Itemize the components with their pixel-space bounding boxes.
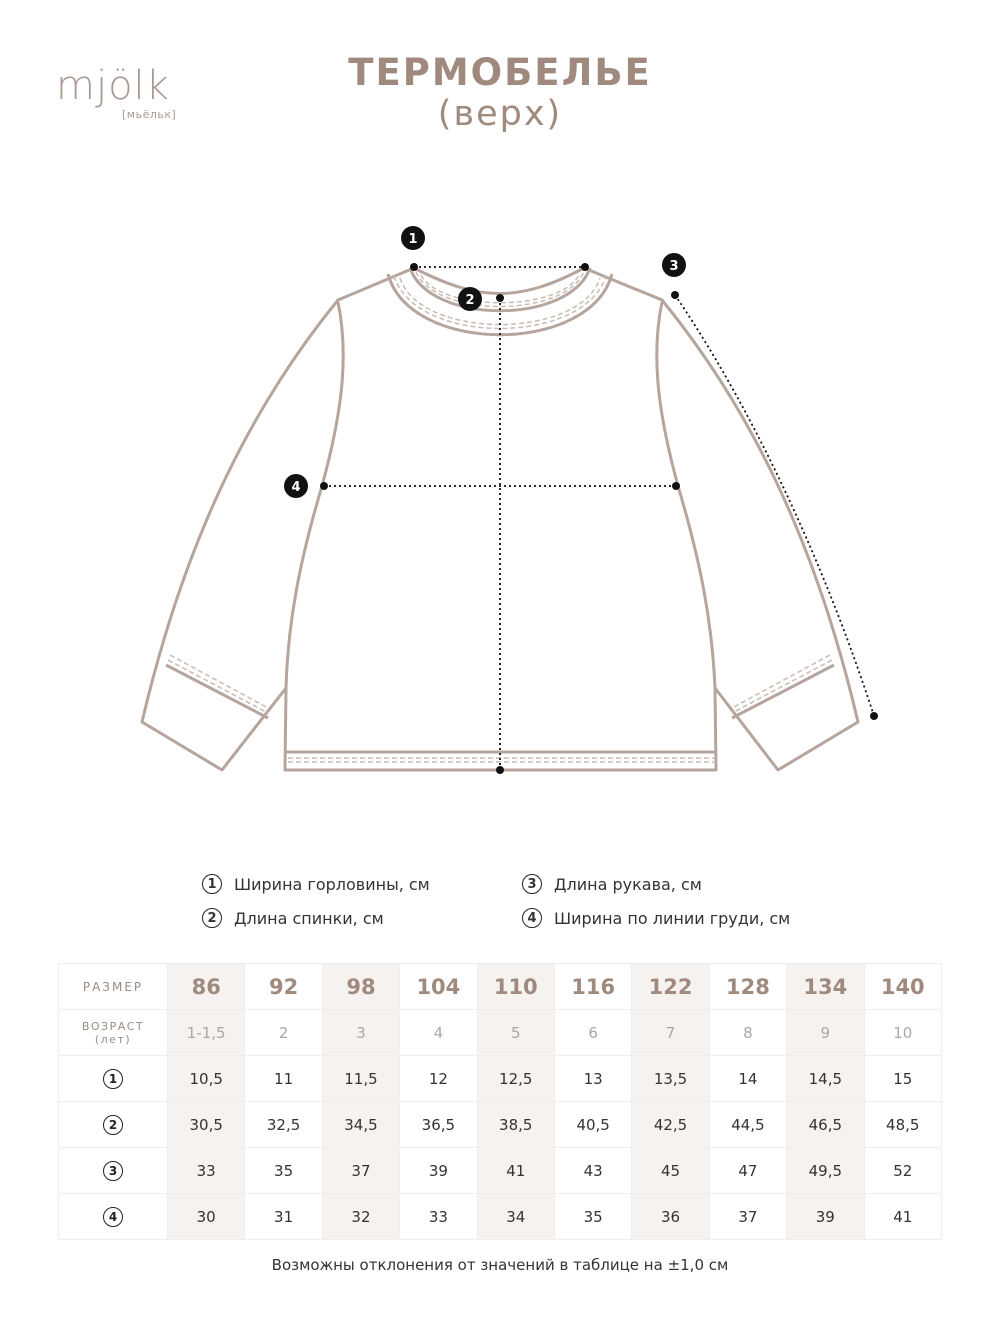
marker-4 bbox=[284, 474, 308, 498]
value-cell: 34,5 bbox=[322, 1102, 399, 1148]
age-cell: 8 bbox=[709, 1010, 786, 1056]
legend-number: 2 bbox=[202, 908, 222, 928]
age-cell: 10 bbox=[864, 1010, 941, 1056]
logo-subtext: [мьёльк] bbox=[122, 108, 177, 121]
age-row bbox=[59, 1010, 942, 1056]
value-cell: 33 bbox=[168, 1148, 245, 1194]
value-cell: 38,5 bbox=[477, 1102, 554, 1148]
value-cell: 15 bbox=[864, 1056, 941, 1102]
size-cell: 98 bbox=[322, 964, 399, 1010]
row-number-cell: 4 bbox=[59, 1194, 168, 1240]
size-table bbox=[58, 963, 942, 1240]
age-cell: 5 bbox=[477, 1010, 554, 1056]
age-cell: 6 bbox=[554, 1010, 631, 1056]
measure-row-1 bbox=[59, 1056, 942, 1102]
legend-label: Длина рукава, см bbox=[554, 874, 702, 894]
logo-text: mjölk bbox=[56, 63, 170, 109]
value-cell: 37 bbox=[322, 1148, 399, 1194]
value-cell: 48,5 bbox=[864, 1102, 941, 1148]
value-cell: 37 bbox=[709, 1194, 786, 1240]
value-cell: 36,5 bbox=[400, 1102, 477, 1148]
title-main: ТЕРМОБЕЛЬЕ bbox=[348, 51, 652, 94]
legend-item-1 bbox=[202, 874, 430, 894]
value-cell: 45 bbox=[632, 1148, 709, 1194]
size-cell: 134 bbox=[787, 964, 864, 1010]
value-cell: 47 bbox=[709, 1148, 786, 1194]
row-number-cell: 1 bbox=[59, 1056, 168, 1102]
value-cell: 13 bbox=[554, 1056, 631, 1102]
age-cell: 9 bbox=[787, 1010, 864, 1056]
value-cell: 32,5 bbox=[245, 1102, 322, 1148]
size-cell: 122 bbox=[632, 964, 709, 1010]
value-cell: 30,5 bbox=[168, 1102, 245, 1148]
size-header: РАЗМЕР bbox=[59, 964, 168, 1010]
row-number-cell: 3 bbox=[59, 1148, 168, 1194]
value-cell: 43 bbox=[554, 1148, 631, 1194]
size-cell: 104 bbox=[400, 964, 477, 1010]
size-cell: 140 bbox=[864, 964, 941, 1010]
page-title bbox=[0, 52, 1000, 134]
age-cell: 1-1,5 bbox=[168, 1010, 245, 1056]
right-cuff-top bbox=[732, 665, 834, 718]
value-cell: 44,5 bbox=[709, 1102, 786, 1148]
size-cell: 86 bbox=[168, 964, 245, 1010]
value-cell: 11 bbox=[245, 1056, 322, 1102]
value-cell: 12 bbox=[400, 1056, 477, 1102]
legend-number: 4 bbox=[522, 908, 542, 928]
legend-item-4 bbox=[522, 908, 790, 928]
tolerance-note: Возможны отклонения от значений в таблице на ±1,0 см bbox=[271, 1256, 729, 1274]
value-cell: 39 bbox=[400, 1148, 477, 1194]
value-cell: 14 bbox=[709, 1056, 786, 1102]
garment-diagram bbox=[0, 200, 1000, 800]
title-sub: (верх) bbox=[437, 94, 563, 134]
svg-text:4: 4 bbox=[291, 480, 301, 495]
value-cell: 39 bbox=[787, 1194, 864, 1240]
value-cell: 49,5 bbox=[787, 1148, 864, 1194]
value-cell: 35 bbox=[245, 1148, 322, 1194]
left-cuff-top bbox=[166, 665, 268, 718]
age-cell: 3 bbox=[322, 1010, 399, 1056]
legend-number: 1 bbox=[202, 874, 222, 894]
value-cell: 13,5 bbox=[632, 1056, 709, 1102]
value-cell: 33 bbox=[400, 1194, 477, 1240]
size-row bbox=[59, 964, 942, 1010]
value-cell: 40,5 bbox=[554, 1102, 631, 1148]
value-cell: 31 bbox=[245, 1194, 322, 1240]
age-cell: 7 bbox=[632, 1010, 709, 1056]
legend-item-3 bbox=[522, 874, 702, 894]
age-cell: 2 bbox=[245, 1010, 322, 1056]
value-cell: 52 bbox=[864, 1148, 941, 1194]
svg-text:2: 2 bbox=[465, 293, 475, 308]
legend-item-2 bbox=[202, 908, 384, 928]
value-cell: 41 bbox=[477, 1148, 554, 1194]
value-cell: 10,5 bbox=[168, 1056, 245, 1102]
legend-label: Ширина горловины, см bbox=[234, 874, 430, 894]
value-cell: 14,5 bbox=[787, 1056, 864, 1102]
svg-text:3: 3 bbox=[669, 259, 679, 274]
marker-2 bbox=[458, 287, 482, 311]
legend-label: Длина спинки, см bbox=[234, 908, 384, 928]
value-cell: 46,5 bbox=[787, 1102, 864, 1148]
measure-row-2 bbox=[59, 1102, 942, 1148]
legend-number: 3 bbox=[522, 874, 542, 894]
size-cell: 110 bbox=[477, 964, 554, 1010]
value-cell: 11,5 bbox=[322, 1056, 399, 1102]
size-cell: 116 bbox=[554, 964, 631, 1010]
measure-row-3 bbox=[59, 1148, 942, 1194]
marker-3 bbox=[662, 253, 686, 277]
value-cell: 32 bbox=[322, 1194, 399, 1240]
value-cell: 12,5 bbox=[477, 1056, 554, 1102]
value-cell: 42,5 bbox=[632, 1102, 709, 1148]
legend-label: Ширина по линии груди, см bbox=[554, 908, 791, 928]
value-cell: 41 bbox=[864, 1194, 941, 1240]
measure-row-4 bbox=[59, 1194, 942, 1240]
svg-text:1: 1 bbox=[408, 232, 418, 247]
size-cell: 128 bbox=[709, 964, 786, 1010]
value-cell: 36 bbox=[632, 1194, 709, 1240]
value-cell: 34 bbox=[477, 1194, 554, 1240]
row-number-cell: 2 bbox=[59, 1102, 168, 1148]
value-cell: 35 bbox=[554, 1194, 631, 1240]
age-header: ВОЗРАСТ (лет) bbox=[59, 1010, 168, 1056]
marker-1 bbox=[401, 226, 425, 250]
value-cell: 30 bbox=[168, 1194, 245, 1240]
age-cell: 4 bbox=[400, 1010, 477, 1056]
size-cell: 92 bbox=[245, 964, 322, 1010]
